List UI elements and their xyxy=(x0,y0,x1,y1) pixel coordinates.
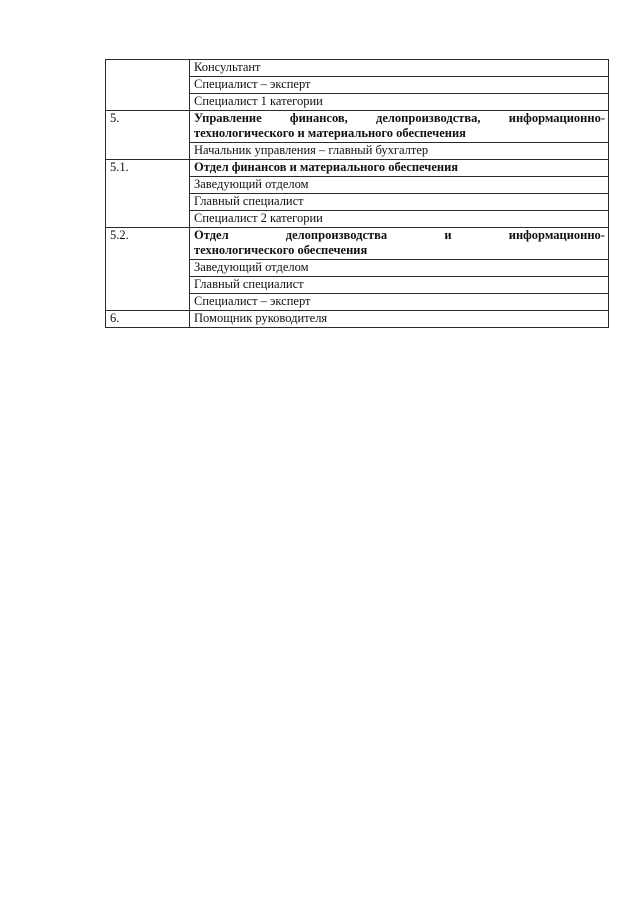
table-row xyxy=(106,228,609,260)
row-number-cell: 6. xyxy=(106,311,190,328)
row-number-cell xyxy=(106,60,190,111)
heading-word: делопроизводства xyxy=(285,228,388,242)
row-number-cell: 5.2. xyxy=(106,228,190,311)
position-name-cell: Специалист – эксперт xyxy=(190,77,609,94)
row-number-cell: 5. xyxy=(106,111,190,160)
department-heading-cell xyxy=(190,228,609,260)
position-name-cell: Специалист 1 категории xyxy=(190,94,609,111)
position-name-cell: Помощник руководителя xyxy=(190,311,609,328)
heading-first-line xyxy=(194,228,605,243)
position-name-cell: Специалист – эксперт xyxy=(190,294,609,311)
position-name-cell: Заведующий отделом xyxy=(190,177,609,194)
position-name-cell: Главный специалист xyxy=(190,194,609,211)
table-row xyxy=(106,60,609,77)
heading-second-line: технологического обеспечения xyxy=(194,243,368,257)
table-row xyxy=(106,311,609,328)
heading-word: информационно- xyxy=(508,228,605,242)
table-row xyxy=(106,160,609,177)
table-row xyxy=(106,111,609,143)
position-name-cell: Специалист 2 категории xyxy=(190,211,609,228)
position-name-cell: Консультант xyxy=(190,60,609,77)
staff-positions-table xyxy=(105,59,609,328)
heading-word: и xyxy=(444,228,452,242)
position-name-cell: Заведующий отделом xyxy=(190,260,609,277)
position-name-cell: Начальник управления – главный бухгалтер xyxy=(190,143,609,160)
position-name-cell: Главный специалист xyxy=(190,277,609,294)
department-heading-cell: Отдел финансов и материального обеспечения xyxy=(190,160,609,177)
heading-word: Отдел xyxy=(194,228,229,242)
row-number-cell: 5.1. xyxy=(106,160,190,228)
department-heading-cell: Управление финансов, делопроизводства, информационно-технологического и материального обеспечения xyxy=(190,111,609,143)
